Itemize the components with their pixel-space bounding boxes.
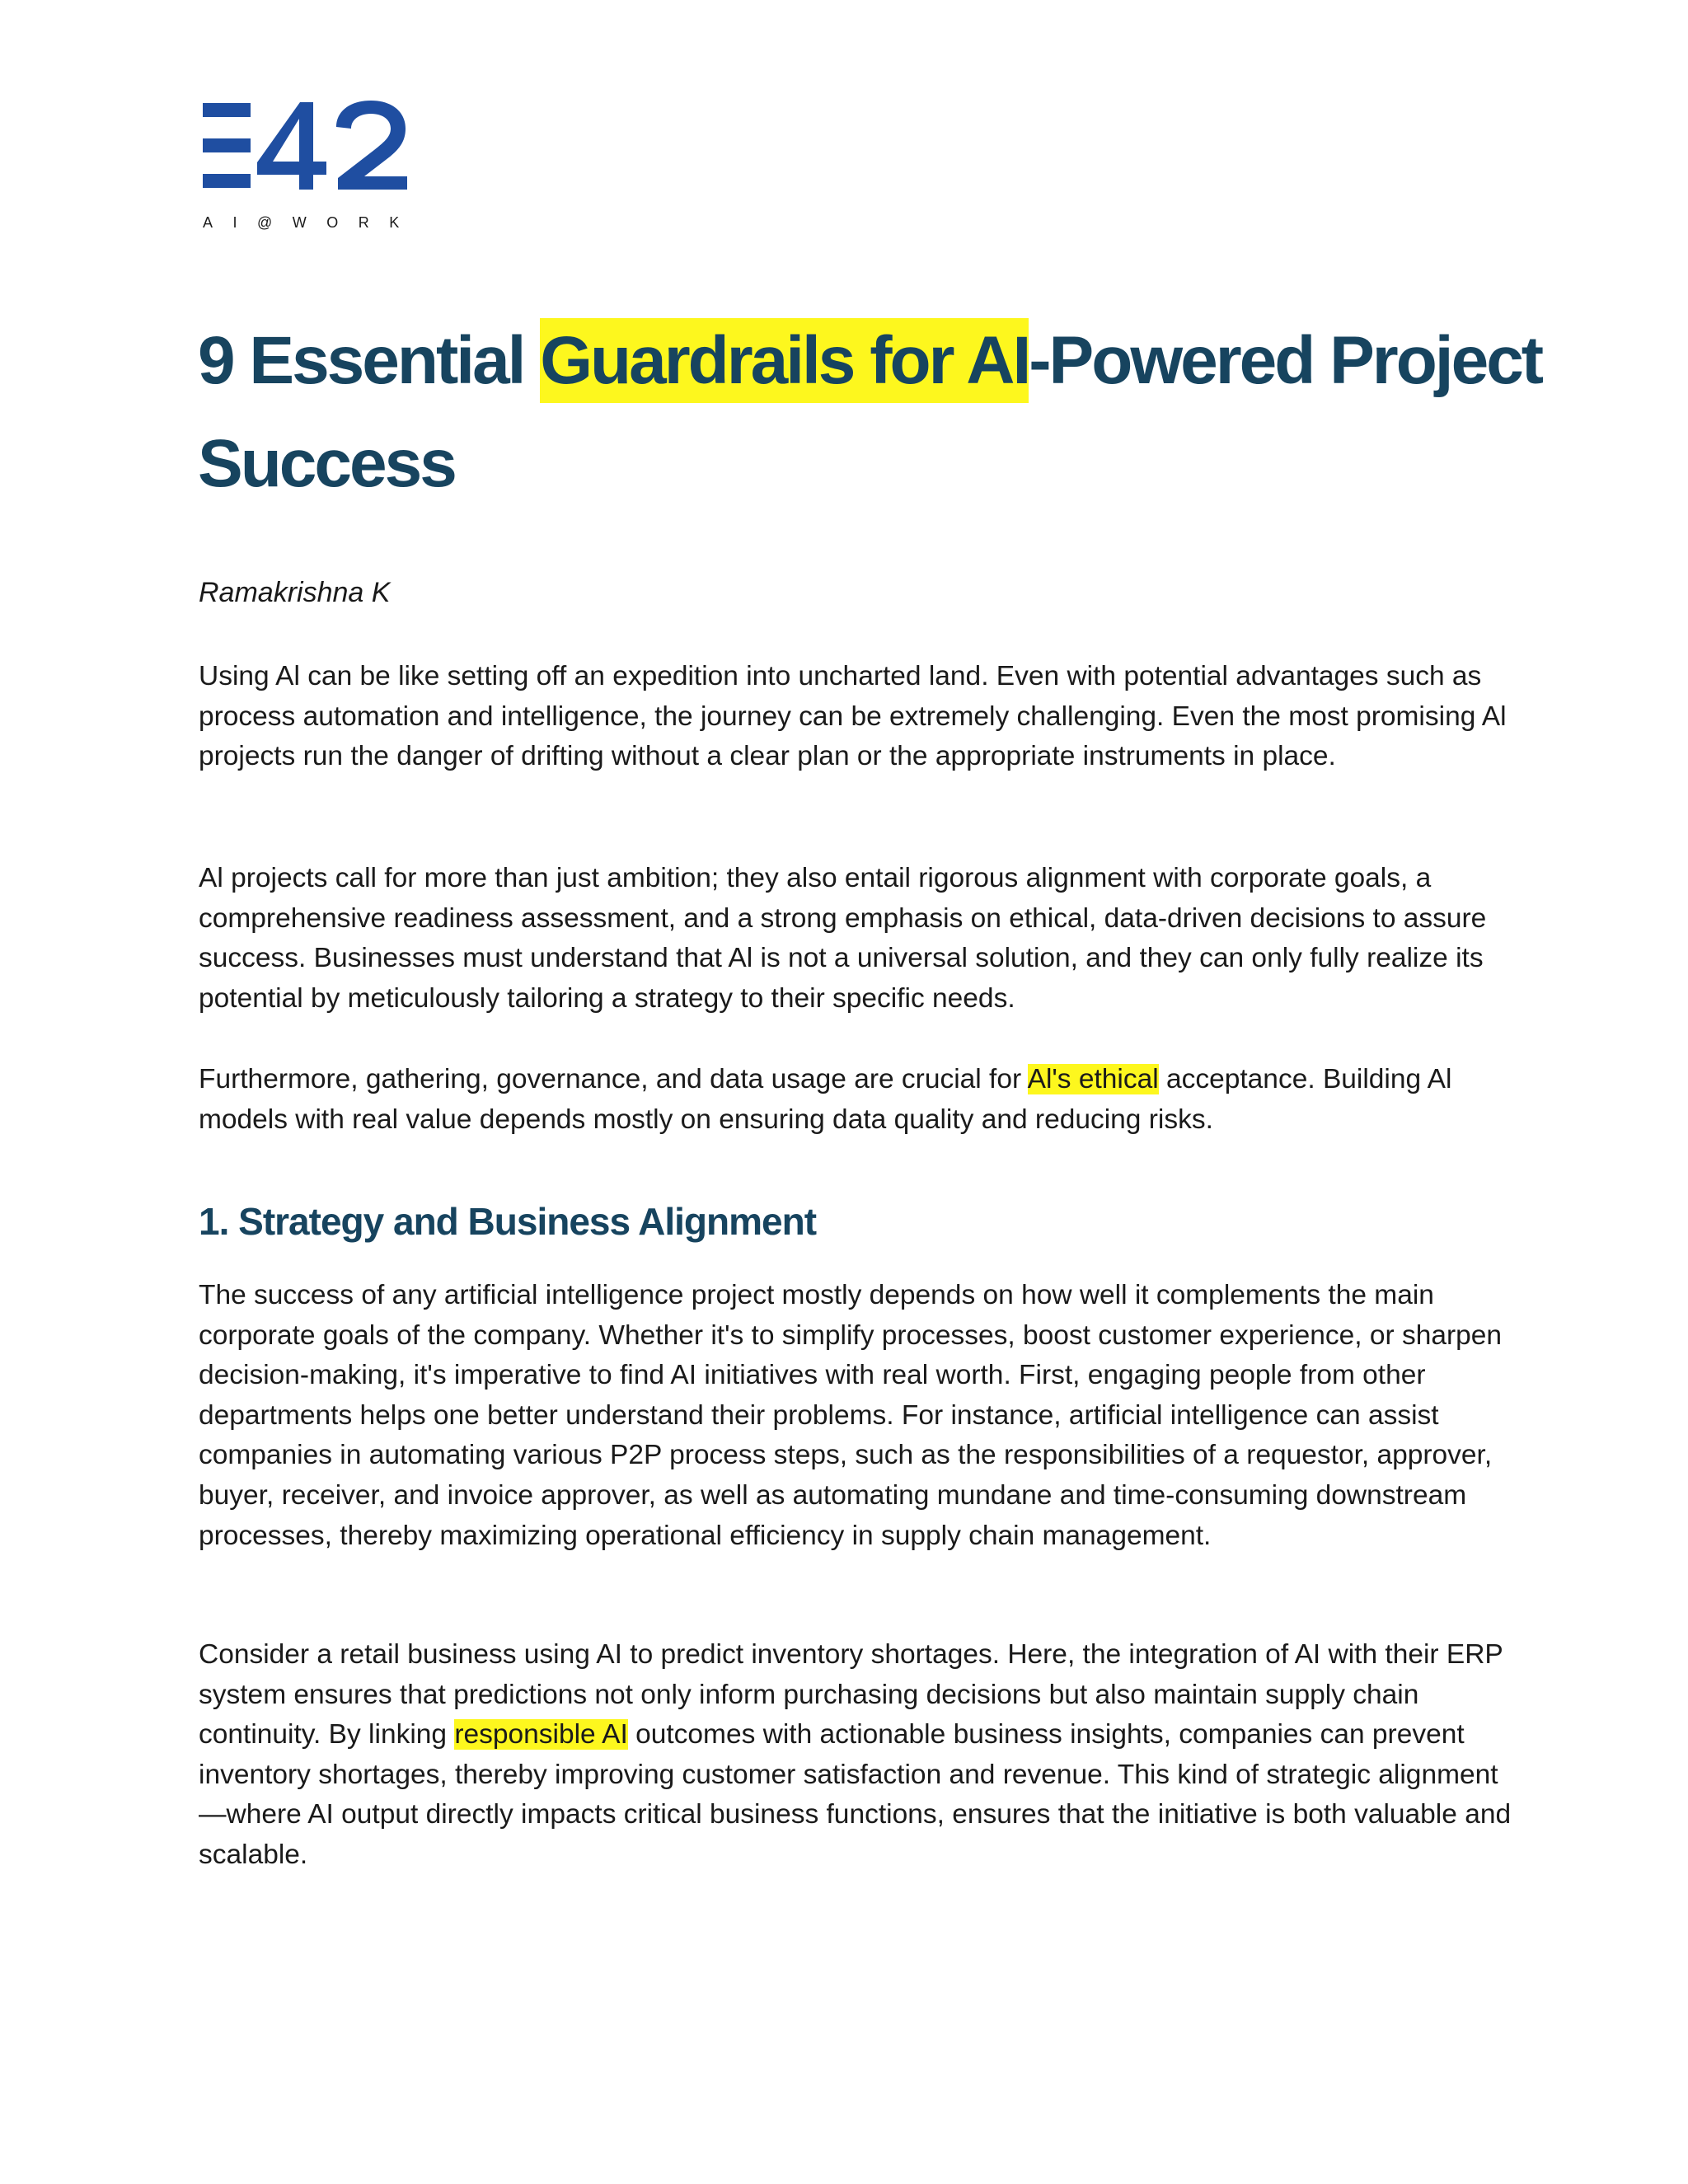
section-heading-strategy: 1. Strategy and Business Alignment [199,1200,817,1243]
highlighted-text: Al's ethical [1027,1064,1159,1094]
paragraph-text: Consider a retail business using AI to predict inventory shortages. Here, the integration of AI with their ERP system ensures that predictions not only inform purchasing decisions but also maintain supply chain continuity. By linking [199,1639,1503,1750]
title-highlight: Guardrails for AI [540,318,1029,403]
intro-paragraph-2: Al projects call for more than just ambition; they also entail rigorous alignment with corporate goals, a comprehensive readiness assessment, and a strong emphasis on ethical, data-driven decisions to assure success. Businesses must understand that Al is not a universal solution, and they can only fully realize its potential by meticulously tailoring a strategy to their specific needs. [199,863,1487,1014]
paragraph-text: outcomes with actionable business insights, companies can prevent inventory shortages, thereby improving customer satisfaction and revenue. This kind of strategic alignment—where AI output directly impacts critical business functions, ensures that the initiative is both valuable and scalable. [199,1719,1512,1870]
logo-tagline: AI@WORK [203,214,420,231]
paragraph-text: acceptance. Building Al models with real value depends mostly on ensuring data quality and reducing risks. [199,1064,1452,1135]
title-part-2: -Powered Project Success [198,323,1542,501]
e42-logo-mark [203,99,425,198]
page-title [198,309,1558,515]
paragraph-text: Furthermore, gathering, governance, and data usage are crucial for [199,1064,1028,1094]
highlighted-text: responsible AI [454,1719,628,1750]
section-1-paragraph-1: The success of any artificial intelligence project mostly depends on how well it complements the main corporate goals of the company. Whether it's to simplify processes, boost customer experience, or sharpen decision-making, it's imperative to find AI initiatives with real worth. First, engaging people from other departments helps one better understand their problems. For instance, artificial intelligence can assist companies in automating various P2P process steps, such as the responsibilities of a requestor, approver, buyer, receiver, and invoice approver, as well as automating mundane and time-consuming downstream processes, thereby maximizing operational efficiency in supply chain management. [199,1280,1503,1551]
intro-paragraph-3 [199,1060,1517,1140]
section-1-paragraph-2 [199,1635,1517,1876]
intro-paragraph-1: Using Al can be like setting off an expedition into uncharted land. Even with potential advantages such as process automation and intelligence, the journey can be extremely challenging. Even the most promising Al projects run the danger of drifting without a clear plan or the appropriate instruments in place. [199,661,1507,772]
author-name: Ramakrishna K [199,577,391,608]
title-part-1: 9 Essential [198,323,541,398]
